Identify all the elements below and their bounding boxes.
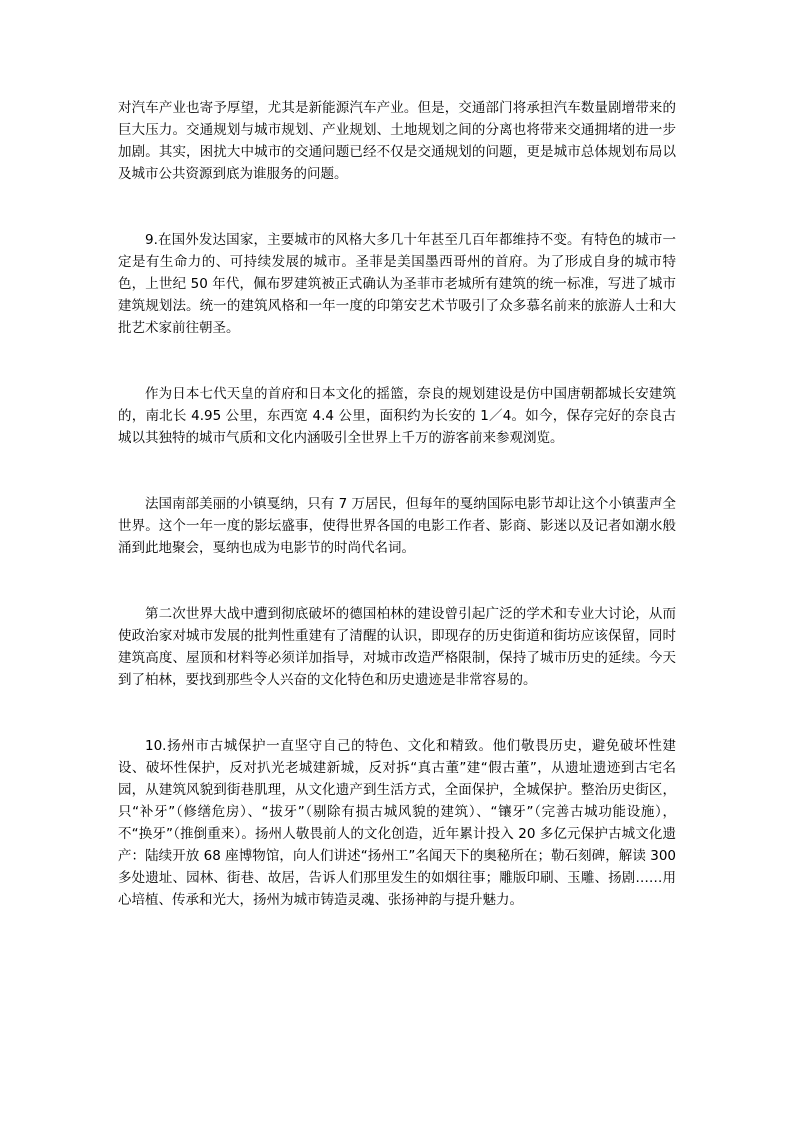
paragraph-gap [118,559,676,603]
paragraph-1: 对汽车产业也寄予厚望，尤其是新能源汽车产业。但是，交通部门将承担汽车数量剧增带来的巨大压力。交通规划与城市规划、产业规划、土地规划之间的分离也将带来交通拥堵的进一步加剧。其实，困扰大中城市的交通问题已经不仅是交通规划的问题，更是城市总体规划布局以及城市公共资源到底为谁服务的问题。 [118,100,676,182]
paragraph-2: 9.在国外发达国家，主要城市的风格大多几十年甚至几百年都维持不变。有特色的城市一定是有生命力的、可持续发展的城市。圣菲是美国墨西哥州的首府。为了形成自身的城市特色，上世纪 50 年代，佩布罗建筑被正式确认为圣菲市老城所有建筑的统一标准，写进了城市建筑规划法。统一的建筑风格和一年一度的印第安艺术节吸引了众多慕名前来的旅游人士和大批艺术家前往朝圣。 [118,232,676,336]
paragraph-gap [118,449,676,493]
paragraph-5: 第二次世界大战中遭到彻底破坏的德国柏林的建设曾引起广泛的学术和专业大讨论，从而使政治家对城市发展的批判性重建有了清醒的认识，即现存的历史街道和街坊应该保留，同时建筑高度、屋顶和材料等必须详加指导，对城市改造严格限制，保持了城市历史的延续。今天到了柏林，要找到那些令人兴奋的文化特色和历史遗迹是非常容易的。 [118,606,676,688]
paragraph-gap [118,339,676,383]
paragraph-4: 法国南部美丽的小镇戛纳，只有 7 万居民，但每年的戛纳国际电影节却让这个小镇蜚声全世界。这个一年一度的影坛盛事，使得世界各国的电影工作者、影商、影迷以及记者如潮水般涌到此地聚会，戛纳也成为电影节的时尚代名词。 [118,496,676,556]
document-body [118,97,676,911]
paragraph-3: 作为日本七代天皇的首府和日本文化的摇篮，奈良的规划建设是仿中国唐朝都城长安建筑的，南北长 4.95 公里，东西宽 4.4 公里，面积约为长安的 1／4。如今，保存完好的奈良古城以其独特的城市气质和文化内涵吸引全世界上千万的游客前来参观浏览。 [118,386,676,446]
paragraph-gap [118,691,676,735]
paragraph-gap [118,185,676,229]
paragraph-6: 10.扬州市古城保护一直坚守自己的特色、文化和精致。他们敬畏历史，避免破坏性建设、破坏性保护，反对扒光老城建新城，反对拆“真古董”建“假古董”，从遗址遗迹到古宅名园，从建筑风貌到街巷肌理，从文化遗产到生活方式，全面保护，全城保护。整治历史街区，只“补牙”（修缮危房）、“拔牙”（剔除有损古城风貌的建筑）、“镶牙”（完善古城功能设施），不“换牙”（推倒重来）。扬州人敬畏前人的文化创造，近年累计投入 20 多亿元保护古城文化遗产：陆续开放 68 座博物馆，向人们讲述“扬州工”名闻天下的奥秘所在；勒石刻碑，解读 300 多处遗址、园林、街巷、故居，告诉人们那里发生的如烟往事；雕版印刷、玉雕、扬剧……用心培植、传承和光大，扬州为城市铸造灵魂、张扬神韵与提升魅力。 [118,738,676,908]
